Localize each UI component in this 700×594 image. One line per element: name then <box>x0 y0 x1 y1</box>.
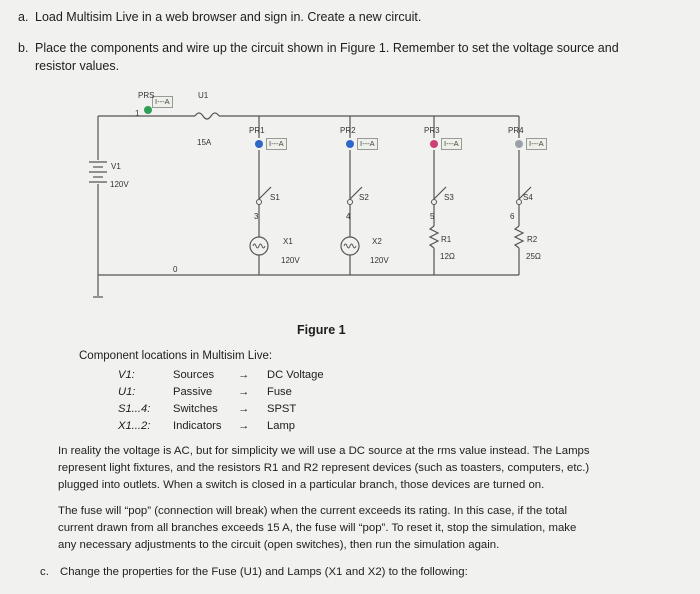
component-ref: S1...4: <box>118 403 151 415</box>
figure-caption: Figure 1 <box>297 323 346 337</box>
probe-pr1-indicator <box>255 140 263 148</box>
label-u1: U1 <box>198 91 209 100</box>
step-a-marker: a. <box>18 10 29 24</box>
label-node5: 5 <box>430 212 435 221</box>
component-part: DC Voltage <box>267 369 324 381</box>
arrow-icon: → <box>238 386 250 398</box>
probe-prs-indicator <box>144 106 152 114</box>
label-node1: 1 <box>135 109 140 118</box>
component-row-x <box>0 420 700 436</box>
label-x1-value: 120V <box>281 256 300 265</box>
component-ref: X1...2: <box>118 420 151 432</box>
probe-pr4-indicator <box>515 140 523 148</box>
step-c <box>40 564 468 581</box>
component-part: Fuse <box>267 386 292 398</box>
s1-terminal <box>257 200 262 205</box>
paragraph-line: plugged into outlets. When a switch is closed in a particular branch, those devices are turned on. <box>58 479 545 491</box>
label-pr4: PR4 <box>508 126 524 135</box>
probe-pr4-readout: I---A <box>526 138 547 150</box>
label-prs: PRS <box>138 91 155 100</box>
resistor-r1 <box>430 226 438 248</box>
component-locations-heading: Component locations in Multisim Live: <box>79 350 273 362</box>
probe-pr2-readout: I---A <box>357 138 378 150</box>
paragraph-fuse <box>58 503 576 554</box>
component-part: SPST <box>267 403 297 415</box>
component-part: Lamp <box>267 420 295 432</box>
label-u1-value: 15A <box>197 138 212 147</box>
label-node6: 6 <box>510 212 515 221</box>
paragraph-line: any necessary adjustments to the circuit (open switches), then run the simulation again. <box>58 539 500 551</box>
label-s2: S2 <box>359 193 369 202</box>
probe-pr1-readout: I---A <box>266 138 287 150</box>
component-row-s <box>0 403 700 419</box>
step-b-text-line2: resistor values. <box>35 59 120 73</box>
label-s4: S4 <box>523 193 533 202</box>
paragraph-line: represent light fixtures, and the resistors R1 and R2 represent devices (such as toasters, computers, etc.) <box>58 462 590 474</box>
component-row-u1 <box>0 386 700 402</box>
step-c-text: Change the properties for the Fuse (U1) and Lamps (X1 and X2) to the following: <box>60 566 468 578</box>
step-a-text: Load Multisim Live in a web browser and sign in. Create a new circuit. <box>35 10 422 24</box>
label-node0: 0 <box>173 265 178 274</box>
paragraph-ac-dc <box>58 443 590 494</box>
component-category: Indicators <box>173 420 222 432</box>
label-x2: X2 <box>372 237 382 246</box>
s2-terminal <box>348 200 353 205</box>
arrow-icon: → <box>238 420 250 432</box>
label-s1: S1 <box>270 193 280 202</box>
arrow-icon: → <box>238 369 250 381</box>
label-node4: 4 <box>346 212 351 221</box>
component-ref: V1: <box>118 369 135 381</box>
label-v1: V1 <box>111 162 121 171</box>
label-node3: 3 <box>254 212 259 221</box>
label-s3: S3 <box>444 193 454 202</box>
probe-prs-readout: I---A <box>152 96 173 108</box>
probe-pr2-indicator <box>346 140 354 148</box>
step-b-text-line1: Place the components and wire up the circuit shown in Figure 1. Remember to set the voltage source and <box>35 41 619 55</box>
component-category: Passive <box>173 386 213 398</box>
component-row-v1 <box>0 369 700 385</box>
paragraph-line: The fuse will “pop” (connection will break) when the current exceeds its rating. In this case, if the total <box>58 505 568 517</box>
s3-terminal <box>432 200 437 205</box>
label-x1: X1 <box>283 237 293 246</box>
label-pr2: PR2 <box>340 126 356 135</box>
paragraph-line: current drawn from all branches exceeds 15 A, the fuse will “pop”. To reset it, stop the simulation, make <box>58 522 577 534</box>
label-r2-value: 25Ω <box>526 252 541 261</box>
s4-terminal <box>517 200 522 205</box>
arrow-icon: → <box>238 403 250 415</box>
label-r1: R1 <box>441 235 452 244</box>
probe-pr3-readout: I---A <box>441 138 462 150</box>
paragraph-line: In reality the voltage is AC, but for simplicity we will use a DC source at the rms value instead. The Lamps <box>58 445 590 457</box>
resistor-r2 <box>515 226 523 248</box>
component-ref: U1: <box>118 386 136 398</box>
probe-pr3-indicator <box>430 140 438 148</box>
label-r1-value: 12Ω <box>440 252 455 261</box>
label-pr3: PR3 <box>424 126 440 135</box>
step-b-marker: b. <box>18 41 29 55</box>
label-pr1: PR1 <box>249 126 265 135</box>
step-c-marker: c. <box>40 566 49 578</box>
label-r2: R2 <box>527 235 538 244</box>
label-v1-value: 120V <box>110 180 129 189</box>
fuse-symbol <box>195 113 219 119</box>
component-category: Switches <box>173 403 218 415</box>
label-x2-value: 120V <box>370 256 389 265</box>
component-category: Sources <box>173 369 215 381</box>
